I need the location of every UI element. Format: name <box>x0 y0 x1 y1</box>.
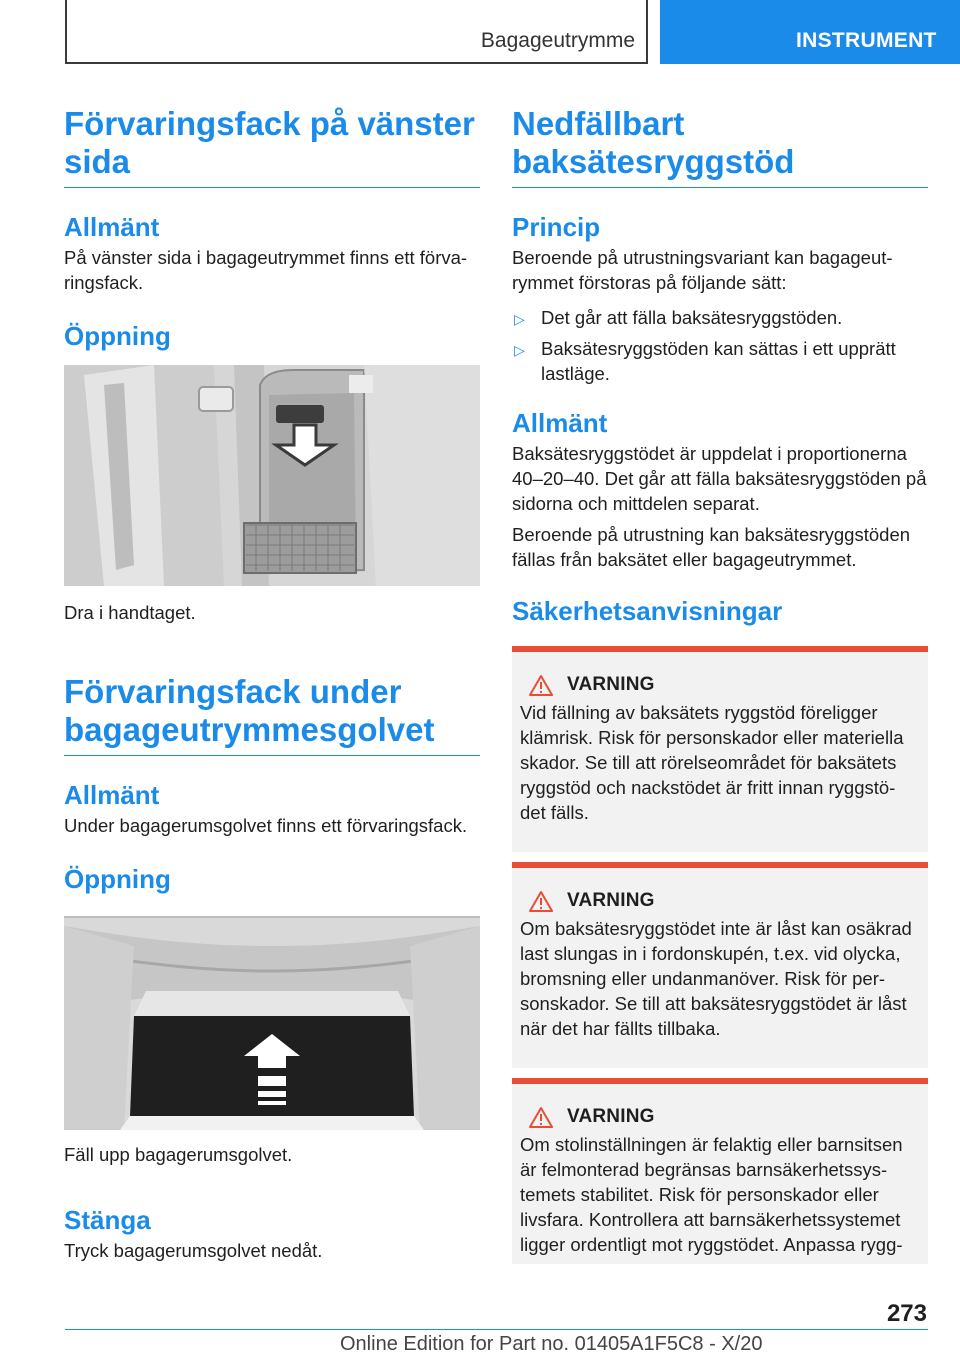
warning-triangle-icon <box>529 1106 553 1128</box>
warning-box <box>512 862 928 1068</box>
header-section-label: Bagageutrymme <box>480 29 635 52</box>
warning-box <box>512 1078 928 1264</box>
paragraph-princip: Beroende på utrustningsvariant kan bagageut-rymmet förstoras på följande sätt: <box>512 247 893 293</box>
warning-text: Vid fällning av baksätets ryggstöd föreligger klämrisk. Risk för personskador eller materiella skador. Se till att rörelseområdet för baksätets ryggstöd och nackstödet är fritt innan ryggstö-det fälls. <box>520 702 904 823</box>
paragraph-allmant-2: Under bagagerumsgolvet finns ett förvaringsfack. <box>64 815 468 836</box>
warning-triangle-icon <box>529 674 553 696</box>
title-rule <box>64 187 480 188</box>
heading-princip: Princip <box>512 212 601 242</box>
warning-text: Om baksätesryggstödet inte är låst kan osäkrad last slungas in i fordonskupén, t.ex. vid olycka, bromsning eller undanmanöver. Risk för per-sonskador. Se till att baksätesryggstödet är låst när det har fällts tillbaka. <box>520 918 912 1039</box>
heading-allmant: Allmänt <box>64 212 160 242</box>
paragraph-allmant-right-2: Beroende på utrustning kan baksätesryggstöden fällas från baksätet eller bagageutrymmet. <box>512 524 911 570</box>
warning-box <box>512 646 928 852</box>
list-item: ▷ Baksätesryggstöden kan sättas i ett upprätt lastläge. <box>514 338 896 384</box>
heading-oppning-2: Öppning <box>64 864 171 894</box>
footer-edition-text[interactable]: Online Edition for Part no. 01405A1F5C8 - X/20 <box>340 1333 763 1355</box>
title-rule <box>512 187 928 188</box>
warning-label: VARNING <box>567 674 655 695</box>
list-item: ▷ Det går att fälla baksätesryggstöden. <box>512 305 928 330</box>
left-column-lower <box>64 600 480 894</box>
storage-compartment-image <box>64 365 480 586</box>
footer-rule <box>65 1329 928 1330</box>
triangle-bullet-icon: ▷ <box>514 342 525 358</box>
paragraph-stanga: Tryck bagagerumsgolvet nedåt. <box>64 1240 323 1261</box>
warning-label: VARNING <box>567 890 655 911</box>
heading-safety: Säkerhetsanvisningar <box>512 596 783 626</box>
header-chapter-label: INSTRUMENT <box>796 29 937 52</box>
heading-allmant-2: Allmänt <box>64 780 160 810</box>
trunk-floor-image <box>64 916 480 1130</box>
section-title-folding-backrest: Nedfällbart baksätesryggstöd <box>512 105 795 180</box>
paragraph-allmant-right-1: Baksätesryggstödet är uppdelat i proportionerna 40–20–40. Det går att fälla baksätesryggstöden på sidorna och mittdelen separat. <box>512 443 927 514</box>
heading-stanga: Stänga <box>64 1205 151 1235</box>
heading-allmant-right: Allmänt <box>512 408 608 438</box>
heading-oppning: Öppning <box>64 321 171 351</box>
warning-triangle-icon <box>529 890 553 912</box>
left-column-bottom <box>64 1142 480 1263</box>
caption-pull-handle: Dra i handtaget. <box>64 602 196 623</box>
triangle-bullet-icon: ▷ <box>514 311 525 327</box>
right-column <box>512 105 928 626</box>
page-number: 273 <box>886 1300 927 1327</box>
section-title-left-storage: Förvaringsfack på vänster sida <box>64 105 475 180</box>
title-rule <box>64 755 480 756</box>
section-title-under-floor: Förvaringsfack under bagageutrymmesgolvet <box>64 673 435 748</box>
left-column <box>64 105 480 351</box>
warning-text: Om stolinställningen är felaktig eller barnsitsen är felmonterad begränsas barnsäkerhetssys-temets stabilitet. Risk för personskador eller livsfara. Kontrollera att barnsäkerhetssystemet ligger ordentligt mot ryggstödet. Anpassa rygg- <box>520 1134 903 1255</box>
caption-lift-floor: Fäll upp bagagerumsgolvet. <box>64 1144 293 1165</box>
paragraph-allmant: På vänster sida i bagageutrymmet finns ett förva-ringsfack. <box>64 247 468 293</box>
warning-label: VARNING <box>567 1106 655 1127</box>
